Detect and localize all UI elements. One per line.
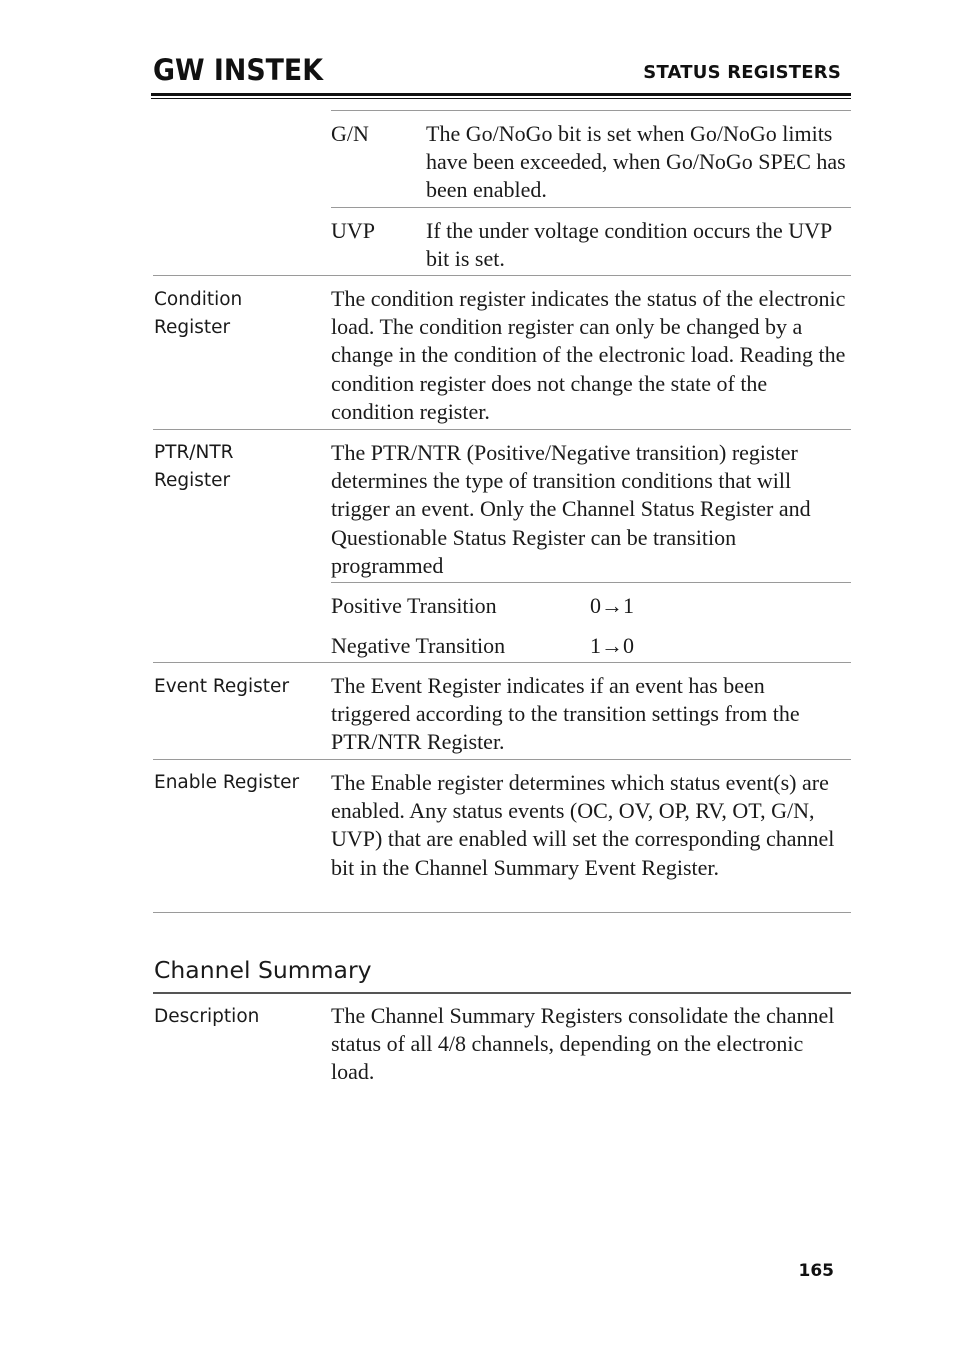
transition-positive-name: Positive Transition bbox=[331, 593, 497, 618]
channel-summary-text: The Channel Summary Registers consolidate the channel status of all 4/8 channels, depending on the electronic load. bbox=[331, 1003, 835, 1085]
channel-summary-rule bbox=[153, 992, 851, 994]
subtable-key-gn: G/N bbox=[331, 121, 369, 146]
gw-instek-logo bbox=[153, 54, 325, 86]
transition-negative-value: 1→0 bbox=[590, 633, 634, 658]
row-label-enable-register: Enable Register bbox=[154, 772, 300, 793]
row-divider bbox=[153, 759, 851, 760]
row-divider bbox=[153, 912, 851, 913]
subtable-top-divider bbox=[331, 110, 851, 111]
row-divider bbox=[153, 275, 851, 276]
subtable-key-uvp: UVP bbox=[331, 218, 376, 243]
header-rule-thick bbox=[151, 93, 851, 96]
header-rule-thin bbox=[151, 98, 851, 99]
row-divider bbox=[153, 429, 851, 430]
transition-divider bbox=[331, 582, 851, 583]
page-number: 165 bbox=[798, 1261, 834, 1281]
channel-summary-heading: Channel Summary bbox=[154, 956, 372, 984]
subtable-text-gn: The Go/NoGo bit is set when Go/NoGo limits have been exceeded, when Go/NoGo SPEC has been enabled. bbox=[426, 121, 846, 203]
subtable-divider bbox=[331, 207, 851, 208]
row-label-condition-register: Condition Register bbox=[154, 289, 243, 338]
gw-instek-logo-graphic bbox=[153, 54, 325, 86]
header-section-title: STATUS REGISTERS bbox=[643, 62, 841, 83]
row-text-event-register: The Event Register indicates if an event has been triggered according to the transition settings from the PTR/NTR Register. bbox=[331, 673, 800, 755]
row-text-enable-register: The Enable register determines which status event(s) are enabled. Any status events (OC, OV, OP, RV, OT, G/N, UVP) that are enabled will set the corresponding channel bit in the Channel Summary Event Register. bbox=[331, 770, 835, 880]
subtable-text-uvp: If the under voltage condition occurs the UVP bit is set. bbox=[426, 218, 832, 272]
row-divider bbox=[153, 662, 851, 663]
transition-positive-value: 0→1 bbox=[590, 593, 634, 618]
channel-summary-label: Description bbox=[154, 1006, 260, 1027]
svg-text:GW INSTEK: GW INSTEK bbox=[153, 54, 325, 86]
row-label-event-register: Event Register bbox=[154, 676, 290, 697]
row-text-ptr-ntr-register: The PTR/NTR (Positive/Negative transition) register determines the type of transition conditions that will trigger an event. Only the Channel Status Register and Questionable Status Register can be transition programmed bbox=[331, 440, 811, 578]
row-label-ptr-ntr-register: PTR/NTR Register bbox=[154, 442, 234, 491]
row-text-condition-register: The condition register indicates the status of the electronic load. The condition register can only be changed by a change in the condition of the electronic load. Reading the condition register does not change the state of the condition register. bbox=[331, 286, 846, 424]
transition-negative-name: Negative Transition bbox=[331, 633, 506, 658]
